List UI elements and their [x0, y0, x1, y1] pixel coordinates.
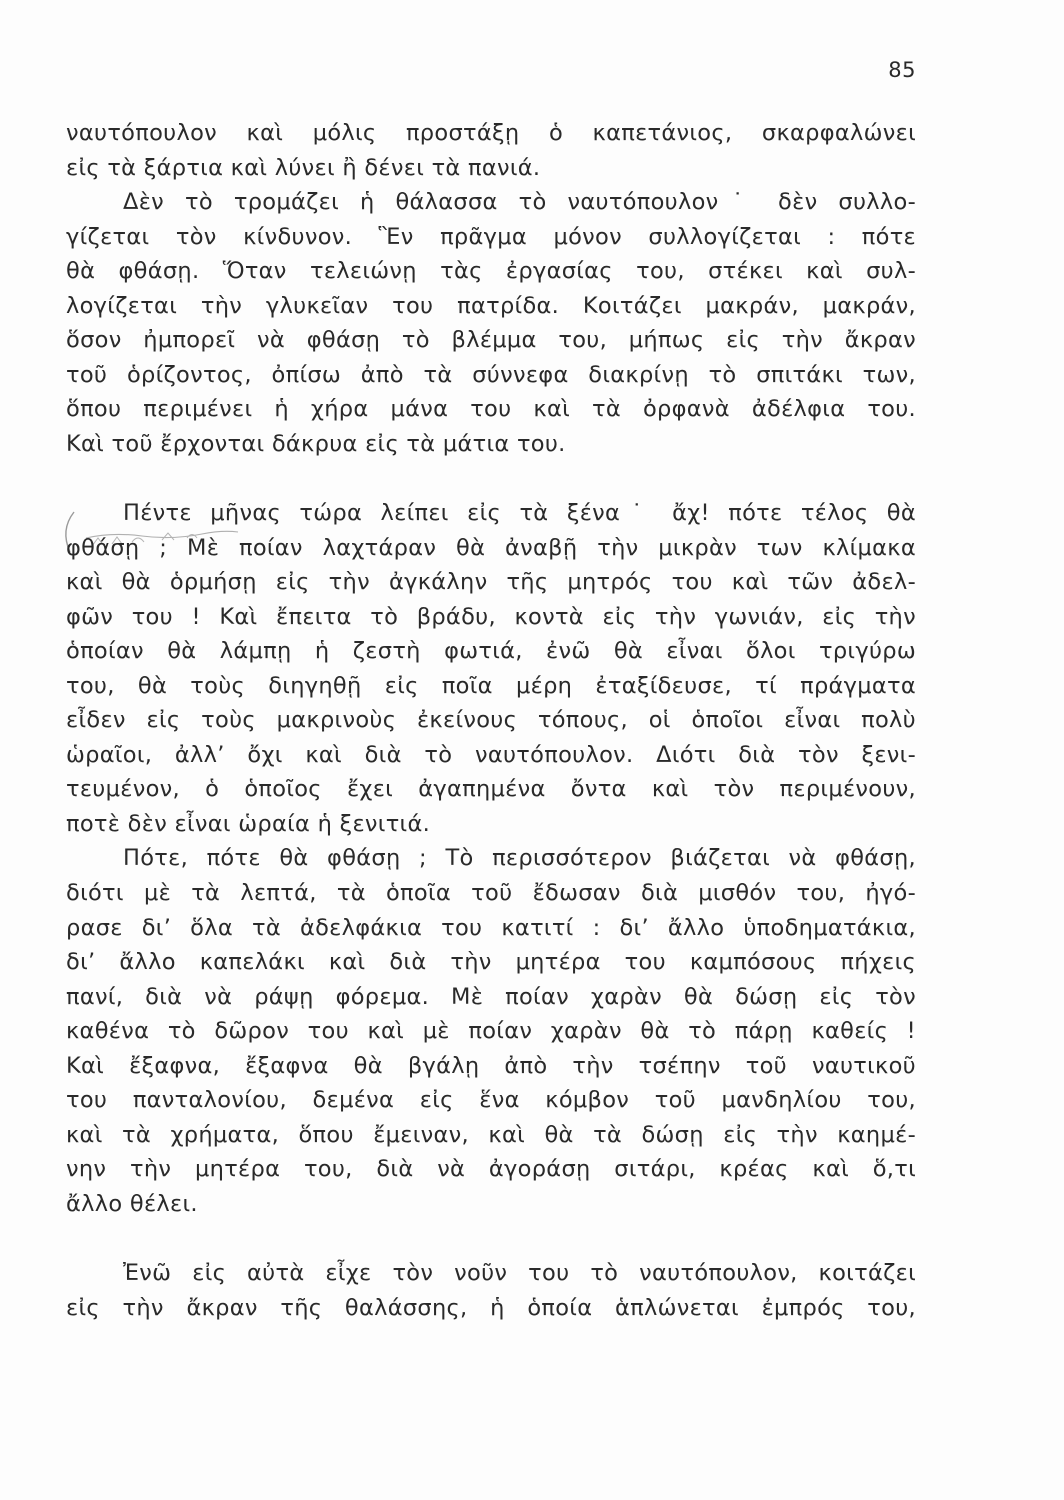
text-line: φθάσῃ ; Μὲ ποίαν λαχτάραν θὰ ἀναβῇ τὴν μικρὰν των κλίμακα: [66, 534, 916, 561]
text-line: ὁποίαν θὰ λάμπῃ ἡ ζεστὴ φωτιά, ἐνῶ θὰ εἶναι ὅλοι τριγύρω: [66, 638, 916, 665]
text-line: γίζεται τὸν κίνδυνον. Ἓν πρᾶγμα μόνον συλλογίζεται : πότε: [66, 223, 916, 250]
text-line: Ἐνῶ εἰς αὐτὰ εἶχε τὸν νοῦν του τὸ ναυτόπουλον, κοιτάζει: [123, 1260, 916, 1287]
text-line: ὡραῖοι, ἀλλ’ ὄχι καὶ διὰ τὸ ναυτόπουλον. Διότι διὰ τὸν ξενι-: [66, 741, 916, 768]
page-number: 85: [888, 58, 916, 82]
text-line: εἰς τὴν ἄκραν τῆς θαλάσσης, ἡ ὁποία ἁπλώνεται ἐμπρός του,: [66, 1294, 916, 1321]
text-line: διότι μὲ τὰ λεπτά, τὰ ὁποῖα τοῦ ἔδωσαν διὰ μισθόν του, ἠγό-: [66, 880, 916, 907]
text-line: ἄλλο θέλει.: [66, 1190, 198, 1217]
text-line: Καὶ τοῦ ἔρχονται δάκρυα εἰς τὰ μάτια του.: [66, 430, 566, 457]
text-line: νην τὴν μητέρα του, διὰ νὰ ἀγοράσῃ σιτάρι, κρέας καὶ ὅ,τι: [66, 1156, 916, 1183]
text-line: Πότε, πότε θὰ φθάσῃ ; Τὸ περισσότερον βιάζεται νὰ φθάσῃ,: [123, 845, 916, 872]
text-line: εἶδεν εἰς τοὺς μακρινοὺς ἐκείνους τόπους, οἱ ὁποῖοι εἶναι πολὺ: [66, 707, 916, 734]
body-text: [66, 116, 916, 1325]
text-line: Δὲν τὸ τρομάζει ἡ θάλασσα τὸ ναυτόπουλον˙ δὲν συλλο-: [123, 189, 916, 216]
text-line: θὰ φθάσῃ. Ὅταν τελειώνῃ τὰς ἐργασίας του, στέκει καὶ συλ-: [66, 258, 916, 285]
text-line: καὶ θὰ ὁρμήσῃ εἰς τὴν ἀγκάλην τῆς μητρός του καὶ τῶν ἀδελ-: [66, 569, 916, 596]
text-line: δι’ ἄλλο καπελάκι καὶ διὰ τὴν μητέρα του καμπόσους πήχεις: [66, 949, 916, 976]
paragraph-gap: [66, 1222, 916, 1257]
paragraph-gap: [66, 461, 916, 496]
text-line: πανί, διὰ νὰ ράψῃ φόρεμα. Μὲ ποίαν χαρὰν θὰ δώσῃ εἰς τὸν: [66, 983, 916, 1010]
text-line: τευμένον, ὁ ὁποῖος ἔχει ἀγαπημένα ὄντα καὶ τὸν περιμένουν,: [66, 776, 916, 803]
text-line: καὶ τὰ χρήματα, ὅπου ἔμειναν, καὶ θὰ τὰ δώσῃ εἰς τὴν καημέ-: [66, 1121, 916, 1148]
text-line: ρασε δι’ ὅλα τὰ ἀδελφάκια του κατιτί : δι’ ἄλλο ὑποδηματάκια,: [66, 914, 916, 941]
text-line: λογίζεται τὴν γλυκεῖαν του πατρίδα. Κοιτάζει μακράν, μακράν,: [66, 292, 916, 319]
text-line: του πανταλονίου, δεμένα εἰς ἕνα κόμβον τοῦ μανδηλίου του,: [66, 1087, 916, 1114]
text-line: Πέντε μῆνας τώρα λείπει εἰς τὰ ξένα˙ ἄχ! πότε τέλος θὰ: [123, 500, 916, 527]
text-line: ὅπου περιμένει ἡ χήρα μάνα του καὶ τὰ ὀρφανὰ ἀδέλφια του.: [66, 396, 916, 423]
text-line: ὅσον ἠμπορεῖ νὰ φθάσῃ τὸ βλέμμα του, μήπως εἰς τὴν ἄκραν: [66, 327, 916, 354]
text-line: Καὶ ἔξαφνα, ἔξαφνα θὰ βγάλῃ ἀπὸ τὴν τσέπην τοῦ ναυτικοῦ: [66, 1052, 916, 1079]
text-line: καθένα τὸ δῶρον του καὶ μὲ ποίαν χαρὰν θὰ τὸ πάρῃ καθείς !: [66, 1018, 916, 1045]
text-line: εἰς τὰ ξάρτια καὶ λύνει ἢ δένει τὰ πανιά.: [66, 154, 541, 181]
text-line: ποτὲ δὲν εἶναι ὡραία ἡ ξενιτιά.: [66, 810, 431, 837]
text-line: φῶν του ! Καὶ ἔπειτα τὸ βράδυ, κοντὰ εἰς τὴν γωνιάν, εἰς τὴν: [66, 603, 916, 630]
text-line: τοῦ ὁρίζοντος, ὀπίσω ἀπὸ τὰ σύννεφα διακρίνῃ τὸ σπιτάκι των,: [66, 361, 916, 388]
text-line: του, θὰ τοὺς διηγηθῇ εἰς ποῖα μέρη ἐταξίδευσε, τί πράγματα: [66, 672, 916, 699]
text-line: ναυτόπουλον καὶ μόλις προστάξῃ ὁ καπετάνιος, σκαρφαλώνει: [66, 120, 916, 146]
